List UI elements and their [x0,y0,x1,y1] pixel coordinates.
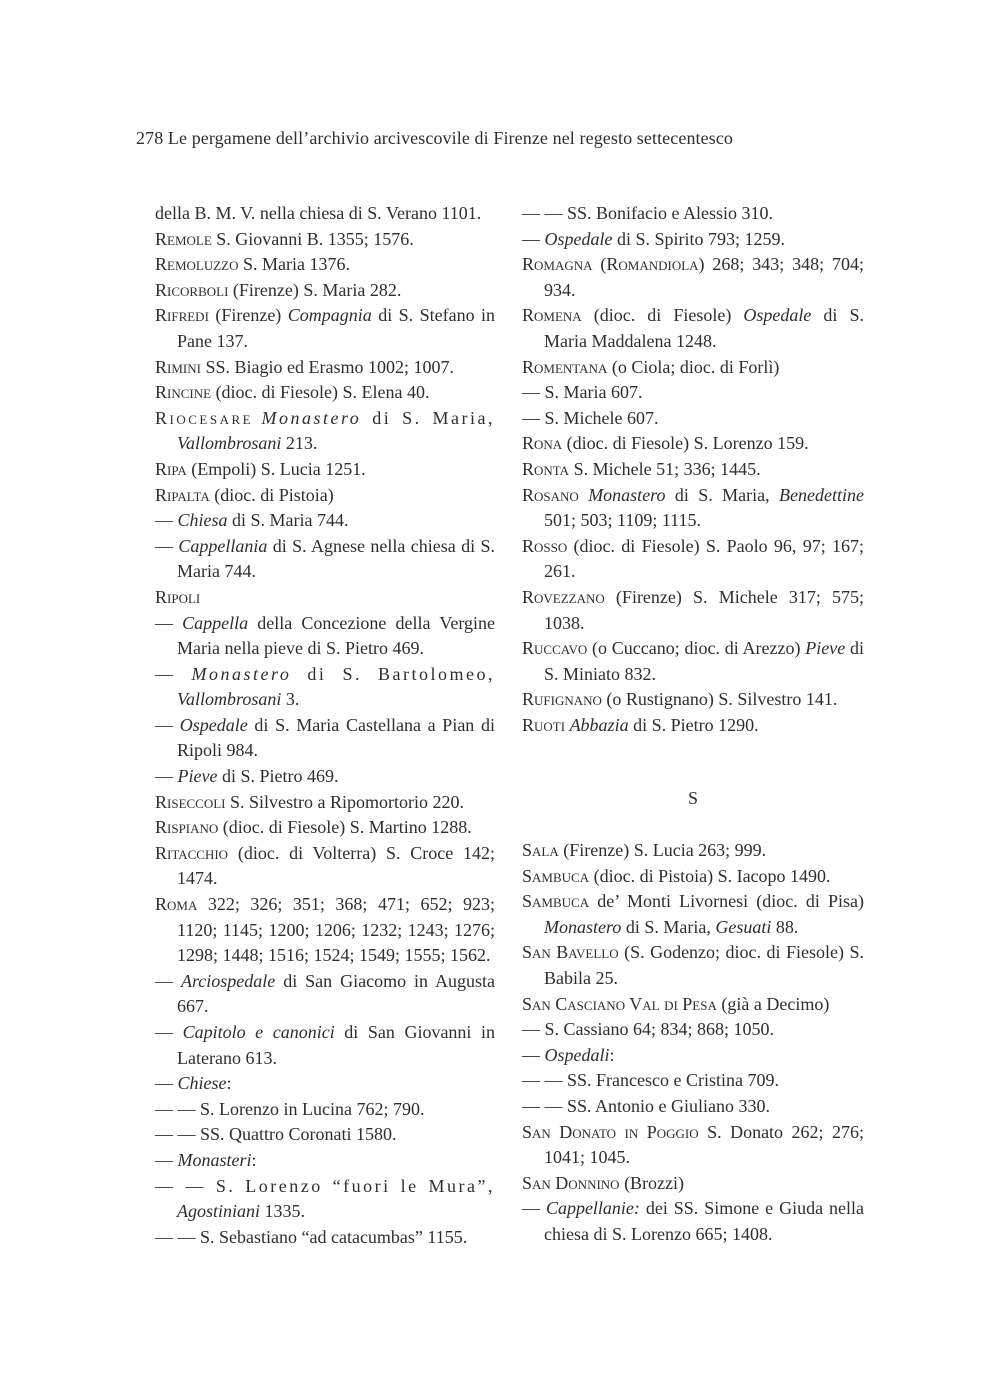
index-entry: Ruccavo (o Cuccano; dioc. di Arezzo) Pieve di S. Miniato 832. [522,638,864,684]
index-entry: Rufignano (o Rustignano) S. Silvestro 141. [522,689,838,710]
index-subentry: — — S. Sebastiano “ad catacumbas” 1155. [155,1226,468,1247]
index-entry: Ronta S. Michele 51; 336; 1445. [522,458,761,479]
index-entry: Sambuca de’ Monti Livornesi (dioc. di Pisa) Monastero di S. Maria, Gesuati 88. [522,891,864,937]
index-entry: Ripalta (dioc. di Pistoia) [155,484,334,505]
index-subentry: — S. Michele 607. [522,407,659,428]
index-subentry: — Cappellanie: dei SS. Simone e Giuda nella chiesa di S. Lorenzo 665; 1408. [522,1198,864,1244]
index-entry: Rispiano (dioc. di Fiesole) S. Martino 1288. [155,817,472,838]
index-entry: Rosano Monastero di S. Maria, Benedettine 501; 503; 1109; 1115. [522,484,864,531]
index-entry: Ripoli [155,586,201,607]
index-entry: Rimini SS. Biagio ed Erasmo 1002; 1007. [155,356,454,377]
index-subentry: — Arciospedale di San Giacomo in Augusta 667. [155,970,496,1017]
index-subentry: — S. Cassiano 64; 834; 868; 1050. [522,1019,775,1040]
index-subentry: — Ospedale di S. Maria Castellana a Pian di Ripoli 984. [155,714,496,761]
index-subentry: — Capitolo e canonici di San Giovanni in Laterano 613. [155,1022,496,1068]
index-entry: della B. M. V. nella chiesa di S. Verano 1101. [155,203,482,223]
index-subentry: — Monastero di S. Bartolomeo, Vallombrosani 3. [155,663,495,710]
index-entry: Rona (dioc. di Fiesole) S. Lorenzo 159. [522,433,809,454]
index-subentry: — Chiese: [155,1073,232,1094]
index-subentry: — S. Maria 607. [522,382,643,403]
index-subentry: — Pieve di S. Pietro 469. [155,766,339,787]
index-subentry: — — SS. Antonio e Giuliano 330. [522,1096,771,1116]
index-column-right [522,201,864,1248]
index-subentry: — Ospedali: [522,1044,615,1065]
index-entry: San Donnino (Brozzi) [522,1172,685,1193]
index-subentry: — — SS. Bonifacio e Alessio 310. [522,203,773,223]
index-entry: Ripa (Empoli) S. Lucia 1251. [155,458,366,479]
page-number: 278 [136,128,164,148]
index-entry: Romena (dioc. di Fiesole) Ospedale di S. Maria Maddalena 1248. [522,305,865,351]
index-column-left [155,201,495,1250]
index-entry: Rovezzano (Firenze) S. Michele 317; 575; 1038. [522,586,864,633]
index-entry: Remoluzzo S. Maria 1376. [155,254,350,275]
index-entry: Romagna (Romandiola) 268; 343; 348; 704; 934. [522,254,864,300]
index-entry: Rifredi (Firenze) Compagnia di S. Stefano in Pane 137. [155,305,496,351]
index-subentry: — Chiesa di S. Maria 744. [155,510,349,531]
index-subentry: — — S. Lorenzo “fuori le Mura”, Agostiniani 1335. [155,1175,495,1222]
index-entry: Rincine (dioc. di Fiesole) S. Elena 40. [155,382,430,403]
index-subentry: — Cappella della Concezione della Vergine Maria nella pieve di S. Pietro 469. [155,612,495,659]
section-letter: S [687,788,698,809]
index-subentry: — — SS. Quattro Coronati 1580. [155,1124,397,1145]
header-title: Le pergamene dell’archivio arcivescovile di Firenze nel regesto settecentesco [167,128,734,148]
index-entry: Rosso (dioc. di Fiesole) S. Paolo 96, 97; 167; 261. [522,535,864,582]
index-subentry: — — S. Lorenzo in Lucina 762; 790. [155,1098,425,1119]
running-header [136,128,856,149]
index-entry: Riseccoli S. Silvestro a Ripomortorio 220. [155,791,465,812]
index-subentry: — Cappellania di S. Agnese nella chiesa di S. Maria 744. [155,535,496,582]
index-entry: San Bavello (S. Godenzo; dioc. di Fiesole) S. Babila 25. [522,942,864,989]
index-entry: Sala (Firenze) S. Lucia 263; 999. [522,840,767,861]
index-entry: San Casciano Val di Pesa (già a Decimo) [522,993,830,1014]
index-entry: San Donato in Poggio S. Donato 262; 276; 1041; 1045. [522,1121,864,1168]
index-subentry: — Ospedale di S. Spirito 793; 1259. [522,228,786,249]
index-entry: Ruoti Abbazia di S. Pietro 1290. [522,714,759,735]
index-subentry: — — SS. Francesco e Cristina 709. [522,1070,779,1091]
index-entry: Ritacchio (dioc. di Volterra) S. Croce 142; 1474. [155,842,495,889]
index-entry: Romentana (o Ciola; dioc. di Forlì) [522,356,780,377]
index-entry: Sambuca (dioc. di Pistoia) S. Iacopo 1490. [522,865,831,886]
index-subentry: — Monasteri: [155,1149,257,1170]
index-entry: Ricorboli (Firenze) S. Maria 282. [155,279,402,300]
index-entry: Riocesare Monastero di S. Maria, Vallombrosani 213. [155,407,495,454]
index-entry: Remole S. Giovanni B. 1355; 1576. [155,228,414,249]
index-entry: Roma 322; 326; 351; 368; 471; 652; 923; 1120; 1145; 1200; 1206; 1232; 1243; 1276; 1298; 1448; 1516; 1524; 1549; 1555; 1562. [155,894,495,966]
